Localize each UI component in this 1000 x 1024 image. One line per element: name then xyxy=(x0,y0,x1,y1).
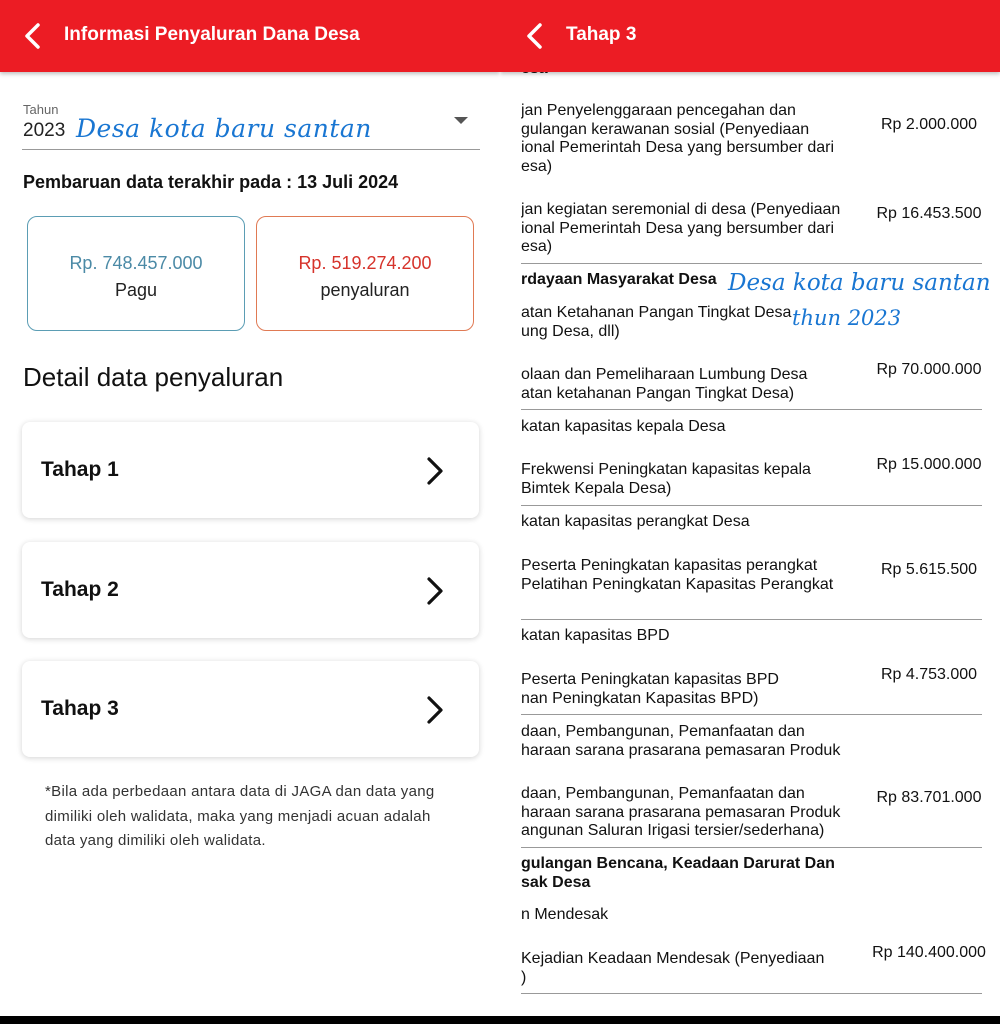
last-update-text: Pembaruan data terakhir pada : 13 Juli 2024 xyxy=(23,172,399,192)
penyaluran-label: penyaluran xyxy=(320,280,410,300)
row-divider xyxy=(521,714,982,715)
row-divider xyxy=(521,619,982,620)
subsection-heading: katan kapasitas BPD xyxy=(521,627,670,644)
item-description: daan, Pembangunan, Pemanfaatan dan haraan sarana prasarana pemasaran Produk angunan Saluran Irigasi tersier/sederhana) xyxy=(521,785,841,839)
item-description: jan kegiatan seremonial di desa (Penyediaan ional Pemerintah Desa yang bersumber dari esa) xyxy=(521,201,841,255)
item-amount: Rp 15.000.000 xyxy=(876,456,982,473)
tahun-select-value[interactable]: 2023 xyxy=(23,120,66,141)
item-amount: Rp 140.400.000 xyxy=(872,944,986,961)
item-amount: Rp 4.753.000 xyxy=(880,666,978,683)
tahun-label: Tahun xyxy=(23,102,59,117)
row-divider xyxy=(521,993,982,994)
detail-section-title: Detail data penyaluran xyxy=(23,362,284,392)
subsection-heading: daan, Pembangunan, Pemanfaatan dan haraan sarana prasarana pemasaran Produk xyxy=(521,723,841,759)
penyaluran-card xyxy=(256,216,474,331)
tahap-2-item[interactable] xyxy=(22,542,479,638)
tahap-label: Tahap 2 xyxy=(41,578,119,601)
penyaluran-amount: Rp. 519.274.200 xyxy=(298,253,432,273)
back-arrow-icon[interactable] xyxy=(522,22,550,50)
item-description: jan Penyelenggaraan pencegahan dan gulangan kerawanan sosial (Penyediaan ional Pemerintah Desa yang bersumber dari esa) xyxy=(521,102,835,175)
chevron-right-icon xyxy=(424,576,446,606)
tahap-label: Tahap 1 xyxy=(41,458,119,481)
item-description: Peserta Peningkatan kapasitas BPD nan Peningkatan Kapasitas BPD) xyxy=(521,671,779,707)
right-screen xyxy=(500,0,1000,1016)
row-divider xyxy=(521,505,982,506)
row-divider xyxy=(521,263,982,264)
chevron-right-icon xyxy=(424,695,446,725)
subsection-heading: atan Ketahanan Pangan Tingkat Desa ung Desa, dll) xyxy=(521,304,792,340)
footnote: *Bila ada perbedaan antara data di JAGA dan data yang dimiliki oleh walidata, maka yang menjadi acuan adalah data yang dimiliki oleh walidata. xyxy=(45,783,435,849)
handwritten-annotation-year: thun 2023 xyxy=(792,306,902,330)
bottom-border xyxy=(0,1016,1000,1024)
tahap-label: Tahap 3 xyxy=(41,697,119,720)
subsection-heading: n Mendesak xyxy=(521,906,609,923)
app-bar-title: Informasi Penyaluran Dana Desa xyxy=(64,24,360,45)
back-arrow-icon[interactable] xyxy=(20,22,48,50)
tahap-3-item[interactable] xyxy=(22,661,479,757)
subsection-heading: katan kapasitas kepala Desa xyxy=(521,418,726,435)
row-divider xyxy=(521,409,982,410)
pagu-card xyxy=(27,216,245,331)
app-bar xyxy=(500,0,1000,72)
section-heading: rdayaan Masyarakat Desa xyxy=(521,271,717,288)
item-description: olaan dan Pemeliharaan Lumbung Desa atan ketahanan Pangan Tingkat Desa) xyxy=(521,366,808,402)
item-amount: Rp 2.000.000 xyxy=(880,116,978,133)
item-description: Kejadian Keadaan Mendesak (Penyediaan ) xyxy=(521,950,825,986)
pagu-amount: Rp. 748.457.000 xyxy=(69,253,203,273)
left-screen xyxy=(0,0,500,1016)
handwritten-annotation: Desa kota baru santan xyxy=(76,114,372,143)
item-description: Frekwensi Peningkatan kapasitas kepala Bimtek Kepala Desa) xyxy=(521,461,811,497)
app-bar xyxy=(0,0,500,72)
dropdown-arrow-icon[interactable] xyxy=(454,117,468,124)
item-amount: Rp 70.000.000 xyxy=(876,361,982,378)
select-underline xyxy=(22,149,480,150)
handwritten-annotation: Desa kota baru santan xyxy=(728,270,991,296)
row-divider xyxy=(521,847,982,848)
app-bar-title: Tahap 3 xyxy=(566,24,637,45)
item-description: Peserta Peningkatan kapasitas perangkat Pelatihan Peningkatan Kapasitas Perangkat xyxy=(521,557,834,593)
section-heading: gulangan Bencana, Keadaan Darurat Dan sak Desa xyxy=(521,855,835,891)
item-amount: Rp 5.615.500 xyxy=(880,561,978,578)
tahap-1-item[interactable] xyxy=(22,422,479,518)
pagu-label: Pagu xyxy=(114,280,158,300)
item-amount: Rp 16.453.500 xyxy=(876,205,982,222)
subsection-heading: katan kapasitas perangkat Desa xyxy=(521,513,750,530)
chevron-right-icon xyxy=(424,456,446,486)
item-amount: Rp 83.701.000 xyxy=(876,789,982,806)
